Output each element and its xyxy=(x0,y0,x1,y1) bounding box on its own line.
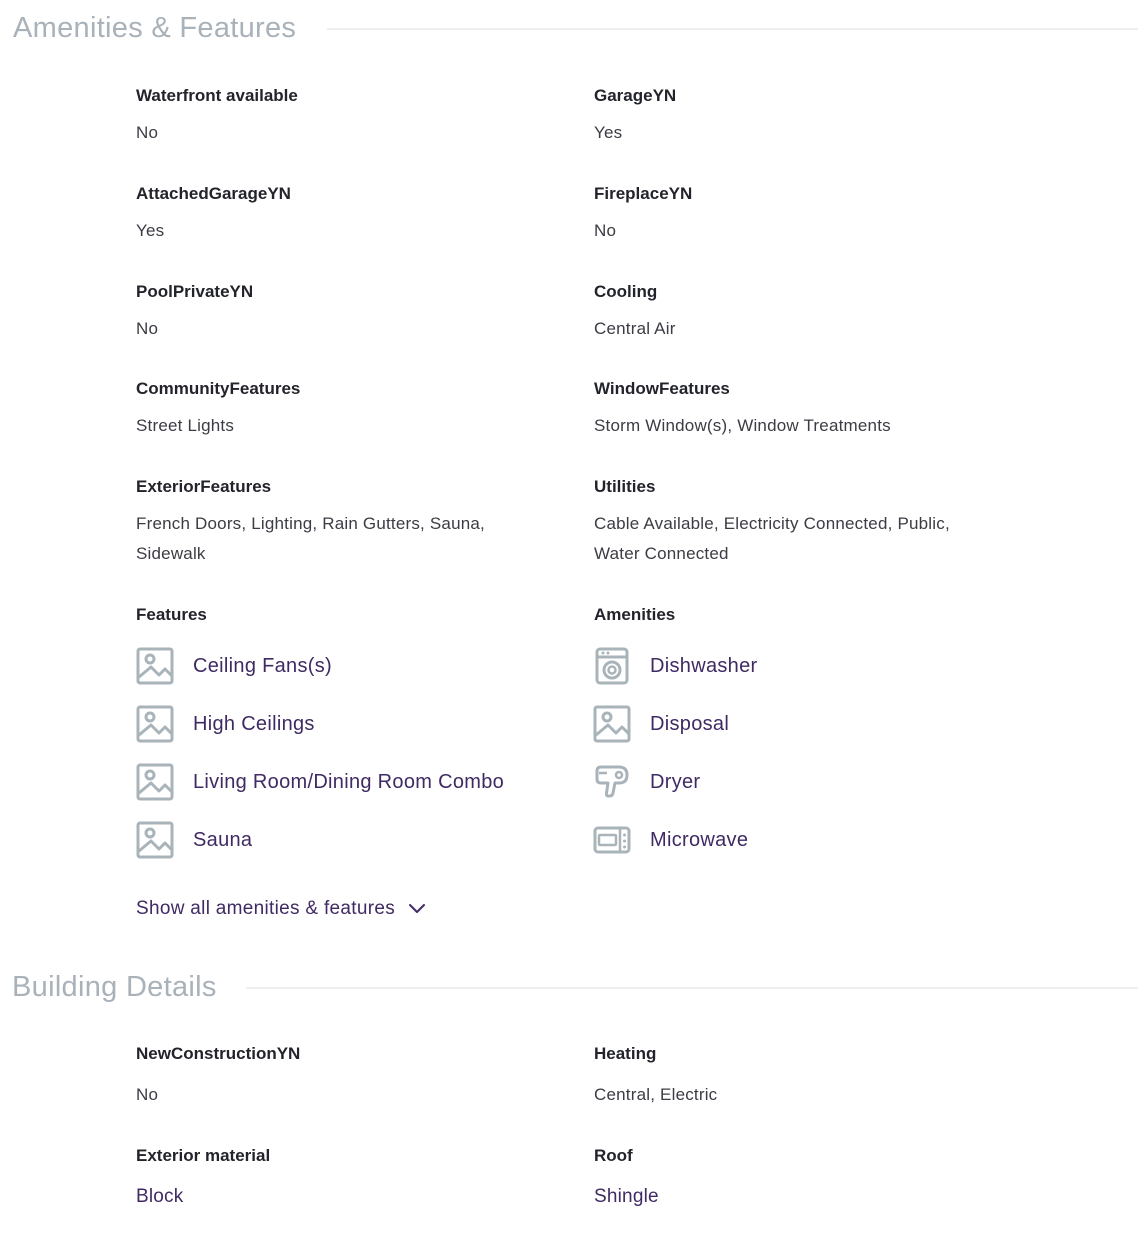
field-value: No xyxy=(136,123,159,142)
field-community-features xyxy=(136,377,556,441)
amenity-item-label: Microwave xyxy=(650,828,749,851)
field-attached-garage xyxy=(136,182,556,246)
features-label: Features xyxy=(136,605,207,624)
field-value: No xyxy=(136,1085,159,1104)
field-exterior-material xyxy=(136,1144,556,1212)
field-value: No xyxy=(594,221,617,240)
field-roof xyxy=(594,1144,1014,1212)
amenity-item-label: Disposal xyxy=(650,712,730,735)
feature-item-sauna xyxy=(136,820,252,860)
field-label: Utilities xyxy=(594,477,656,496)
field-utilities xyxy=(594,475,994,569)
field-value: Street Lights xyxy=(136,416,235,435)
field-fireplace xyxy=(594,182,1014,246)
exterior-material-link[interactable]: Block xyxy=(136,1186,184,1207)
field-value: Central Air xyxy=(594,319,676,334)
field-cooling xyxy=(594,280,1014,334)
amenity-item-label: Dishwasher xyxy=(650,654,758,677)
amenity-item-microwave xyxy=(593,820,748,860)
field-label: WindowFeatures xyxy=(594,379,730,398)
image-placeholder-icon xyxy=(136,763,174,801)
microwave-icon xyxy=(593,821,631,859)
feature-item-label: High Ceilings xyxy=(193,712,315,735)
amenity-item-dryer xyxy=(593,762,700,802)
divider xyxy=(246,987,1138,989)
field-value: Central, Electric xyxy=(594,1085,718,1104)
image-placeholder-icon xyxy=(136,647,174,685)
section-title: Amenities & Features xyxy=(13,12,297,44)
image-placeholder-icon xyxy=(593,705,631,743)
feature-item-ceiling-fans xyxy=(136,646,332,686)
section-title: Building Details xyxy=(12,971,217,1003)
field-label: GarageYN xyxy=(594,86,677,105)
field-garage xyxy=(594,84,1014,148)
amenity-item-dishwasher xyxy=(593,646,757,686)
field-label: FireplaceYN xyxy=(594,184,693,203)
field-value: Yes xyxy=(594,123,623,142)
amenity-item-label: Dryer xyxy=(650,770,701,793)
show-all-label: Show all amenities & features xyxy=(136,898,395,919)
field-label: NewConstructionYN xyxy=(136,1044,301,1063)
image-placeholder-icon xyxy=(136,821,174,859)
amenities-label: Amenities xyxy=(594,605,676,624)
field-label: Exterior material xyxy=(136,1146,271,1165)
field-waterfront xyxy=(136,84,556,148)
feature-item-label: Living Room/Dining Room Combo xyxy=(193,770,505,793)
image-placeholder-icon xyxy=(136,705,174,743)
field-label: CommunityFeatures xyxy=(136,379,301,398)
field-pool-private xyxy=(136,280,556,334)
field-label: Heating xyxy=(594,1044,657,1063)
dishwasher-icon xyxy=(593,647,631,685)
divider xyxy=(327,28,1138,30)
amenities-section-header xyxy=(0,8,1144,48)
field-value: Storm Window(s), Window Treatments xyxy=(594,416,891,435)
field-label: PoolPrivateYN xyxy=(136,282,254,301)
show-all-amenities-button[interactable] xyxy=(136,895,427,923)
field-value: Cable Available, Electricity Connected, Public, Water Connected xyxy=(594,514,950,563)
field-new-construction xyxy=(136,1042,556,1110)
field-label: Cooling xyxy=(594,282,658,301)
chevron-down-icon xyxy=(407,899,427,919)
field-value: French Doors, Lighting, Rain Gutters, Sauna, Sidewalk xyxy=(136,514,485,563)
feature-item-label: Sauna xyxy=(193,828,253,851)
building-section-header xyxy=(0,967,1144,1007)
field-value: No xyxy=(136,319,159,334)
field-label: ExteriorFeatures xyxy=(136,477,272,496)
field-value: Yes xyxy=(136,221,165,240)
field-exterior-features xyxy=(136,475,536,569)
roof-link[interactable]: Shingle xyxy=(594,1186,659,1207)
feature-item-high-ceilings xyxy=(136,704,315,744)
amenity-item-disposal xyxy=(593,704,729,744)
field-label: Roof xyxy=(594,1146,633,1165)
field-label: Waterfront available xyxy=(136,86,298,105)
field-heating xyxy=(594,1042,1014,1110)
feature-item-label: Ceiling Fans(s) xyxy=(193,654,332,677)
hair-dryer-icon xyxy=(593,763,631,801)
field-window-features xyxy=(594,377,1054,441)
feature-item-living-dining-combo xyxy=(136,762,504,802)
field-label: AttachedGarageYN xyxy=(136,184,291,203)
